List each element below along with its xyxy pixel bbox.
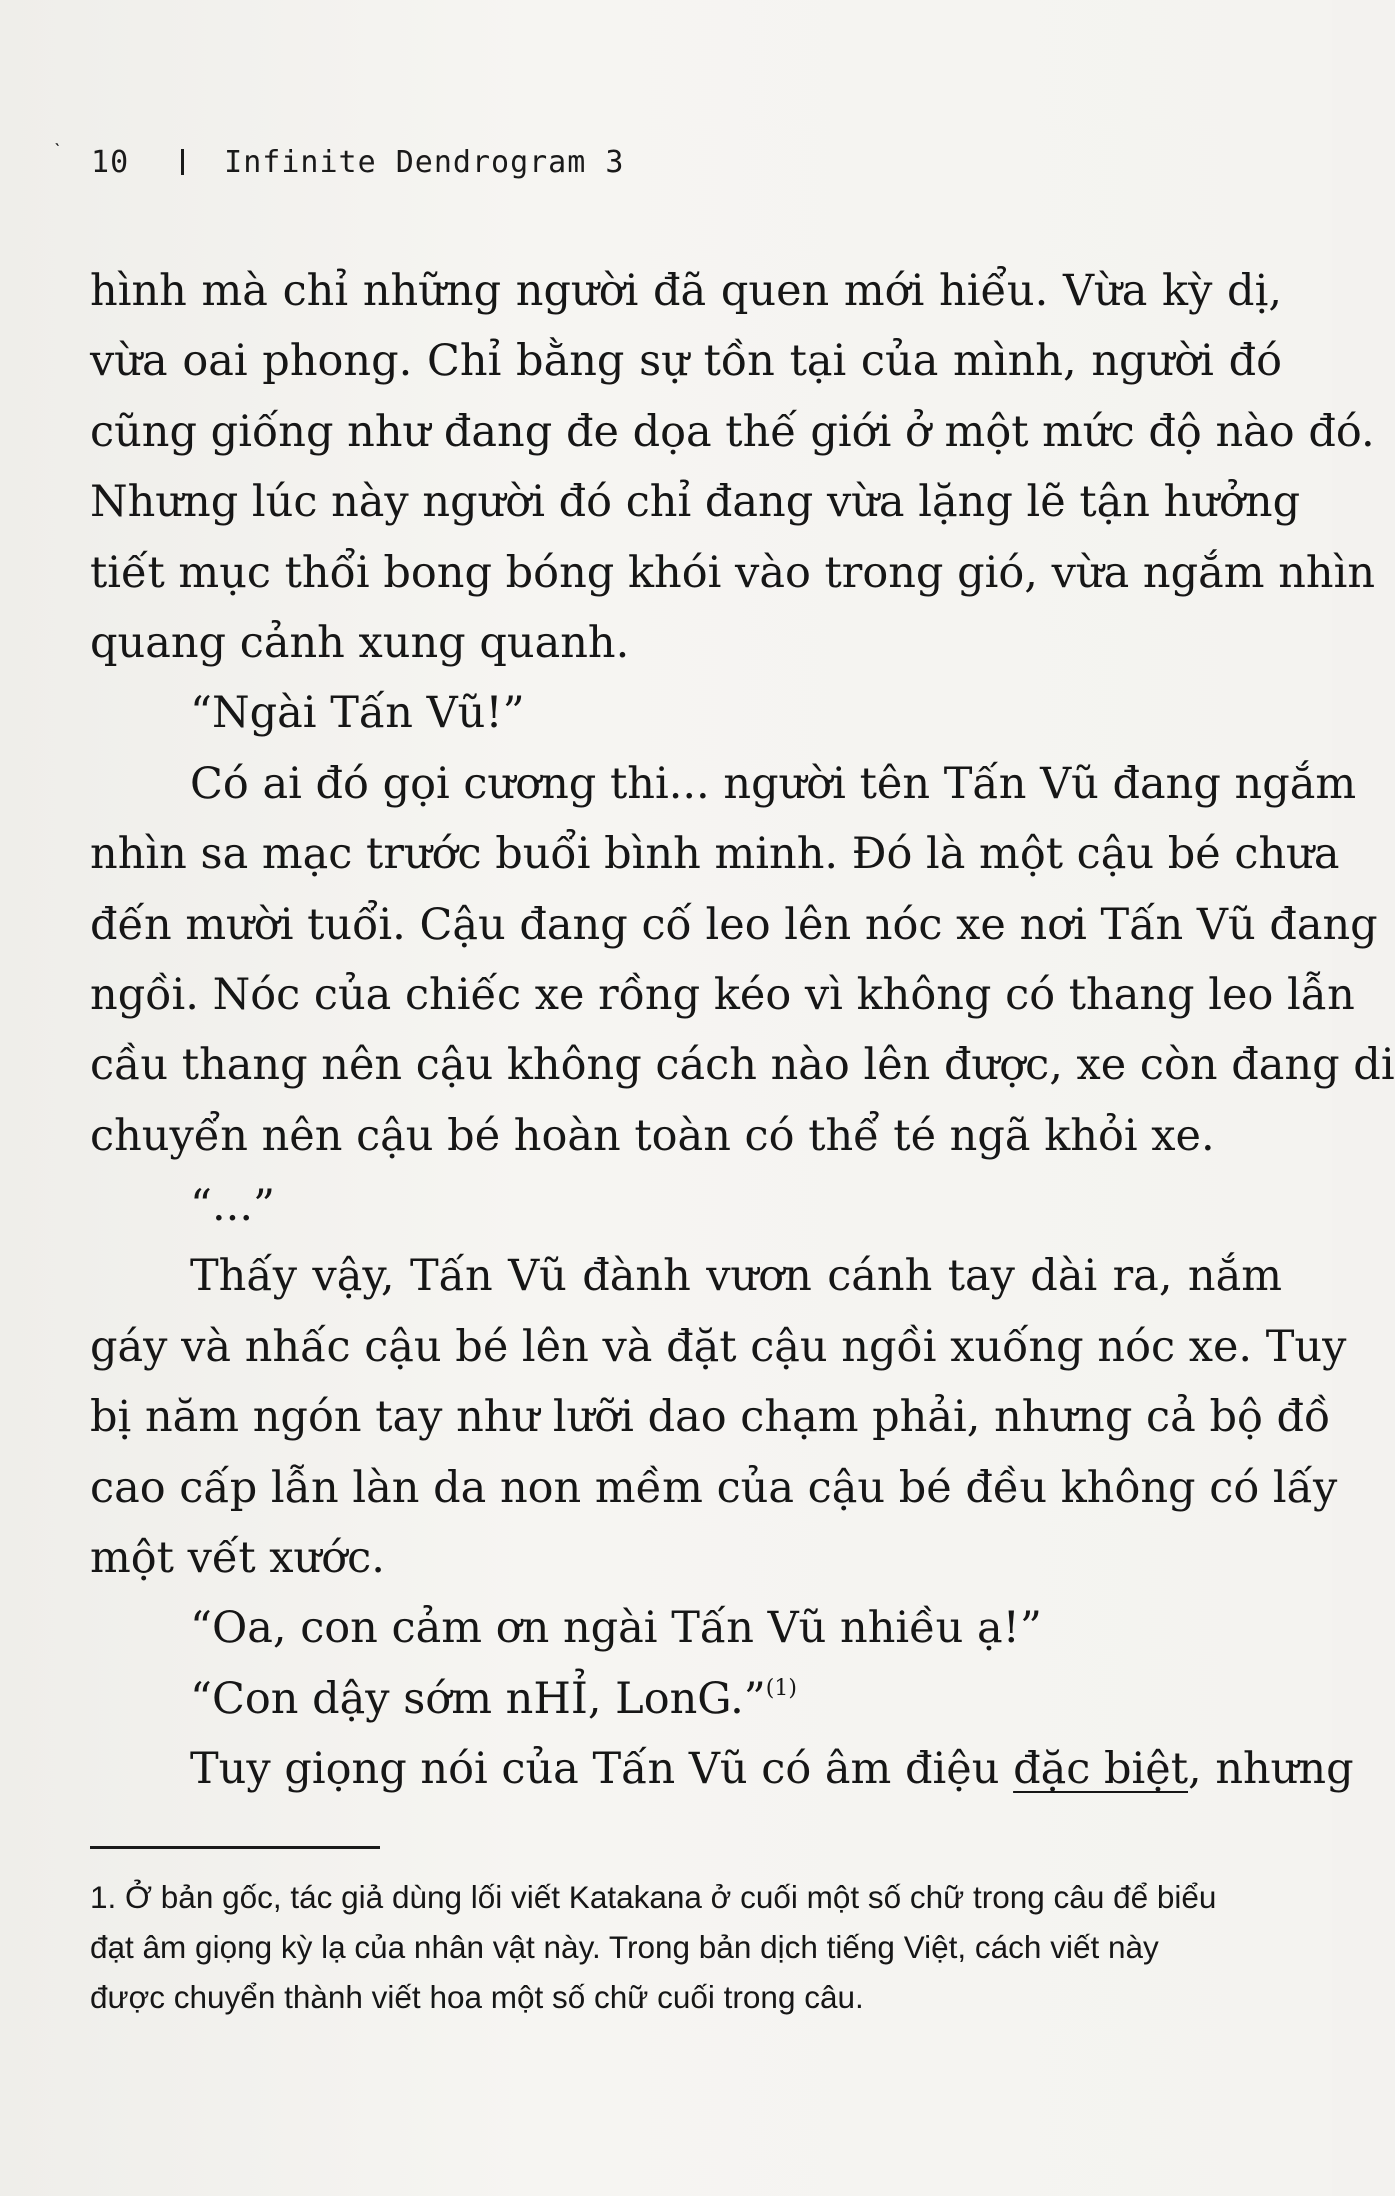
dialogue-line-with-footnote: [90, 1664, 1282, 1734]
footnote-line: được chuyển thành viết hoa một số chữ cuối trong câu.: [90, 1979, 864, 2015]
text-line: chuyển nên cậu bé hoàn toàn có thể té ngã khỏi xe.: [90, 1110, 1215, 1161]
text-line: tiết mục thổi bong bóng khói vào trong gió, vừa ngắm nhìn: [90, 547, 1376, 598]
text-line: đến mười tuổi. Cậu đang cố leo lên nóc xe nơi Tấn Vũ đang: [90, 899, 1378, 950]
text-line: quang cảnh xung quanh.: [90, 617, 630, 668]
footnote-marker[interactable]: (1): [765, 1675, 797, 1701]
dialogue-line: “...”: [190, 1181, 275, 1232]
dialogue-text: “Con dậy sớm nHỈ, LonG.”: [190, 1673, 766, 1724]
footnote-line: đạt âm giọng kỳ lạ của nhân vật này. Trong bản dịch tiếng Việt, cách viết này: [90, 1929, 1159, 1965]
text-line: một vết xước.: [90, 1533, 385, 1584]
text-line-underlined: [90, 1734, 1354, 1804]
text-line: cầu thang nên cậu không cách nào lên được, xe còn đang di: [90, 1040, 1395, 1091]
book-title: Infinite Dendrogram 3: [224, 144, 625, 180]
header-separator: [181, 149, 184, 175]
underlined-phrase: đặc biệt: [1013, 1744, 1189, 1795]
text-line: ngồi. Nóc của chiếc xe rồng kéo vì không có thang leo lẫn: [90, 969, 1355, 1020]
running-header: [52, 140, 624, 184]
text-line: cao cấp lẫn làn da non mềm của cậu bé đều không có lấy: [90, 1462, 1338, 1513]
text-line: hình mà chỉ những người đã quen mới hiểu. Vừa kỳ dị,: [90, 266, 1282, 316]
text-line: cũng giống như đang đe dọa thế giới ở một mức độ nào đó.: [90, 406, 1375, 457]
text-line: Thấy vậy, Tấn Vũ đành vươn cánh tay dài ra, nắm: [190, 1251, 1282, 1302]
text-line: gáy và nhấc cậu bé lên và đặt cậu ngồi xuống nóc xe. Tuy: [90, 1321, 1347, 1372]
text-line: Tuy giọng nói của Tấn Vũ có âm điệu đặc biệt, nhưng: [190, 1744, 1354, 1795]
dialogue-line: “Oa, con cảm ơn ngài Tấn Vũ nhiều ạ!”: [190, 1603, 1042, 1654]
footnote-rule: [90, 1846, 380, 1849]
corner-mark: ˋ: [52, 139, 66, 163]
text-line: vừa oai phong. Chỉ bằng sự tồn tại của mình, người đó: [90, 336, 1282, 387]
text-line: Có ai đó gọi cương thi... người tên Tấn Vũ đang ngắm: [190, 758, 1357, 809]
footnote: [90, 1872, 1282, 2022]
footnote-line: 1. Ở bản gốc, tác giả dùng lối viết Katakana ở cuối một số chữ trong câu để biểu: [90, 1879, 1217, 1915]
text-line: Nhưng lúc này người đó chỉ đang vừa lặng lẽ tận hưởng: [90, 477, 1301, 528]
dialogue-line: “Ngài Tấn Vũ!”: [190, 688, 525, 739]
text-line: bị năm ngón tay như lưỡi dao chạm phải, nhưng cả bộ đồ: [90, 1392, 1331, 1443]
body-text: [90, 256, 1395, 1805]
text-line: nhìn sa mạc trước buổi bình minh. Đó là một cậu bé chưa: [90, 829, 1340, 880]
page-number: 10: [91, 144, 130, 180]
